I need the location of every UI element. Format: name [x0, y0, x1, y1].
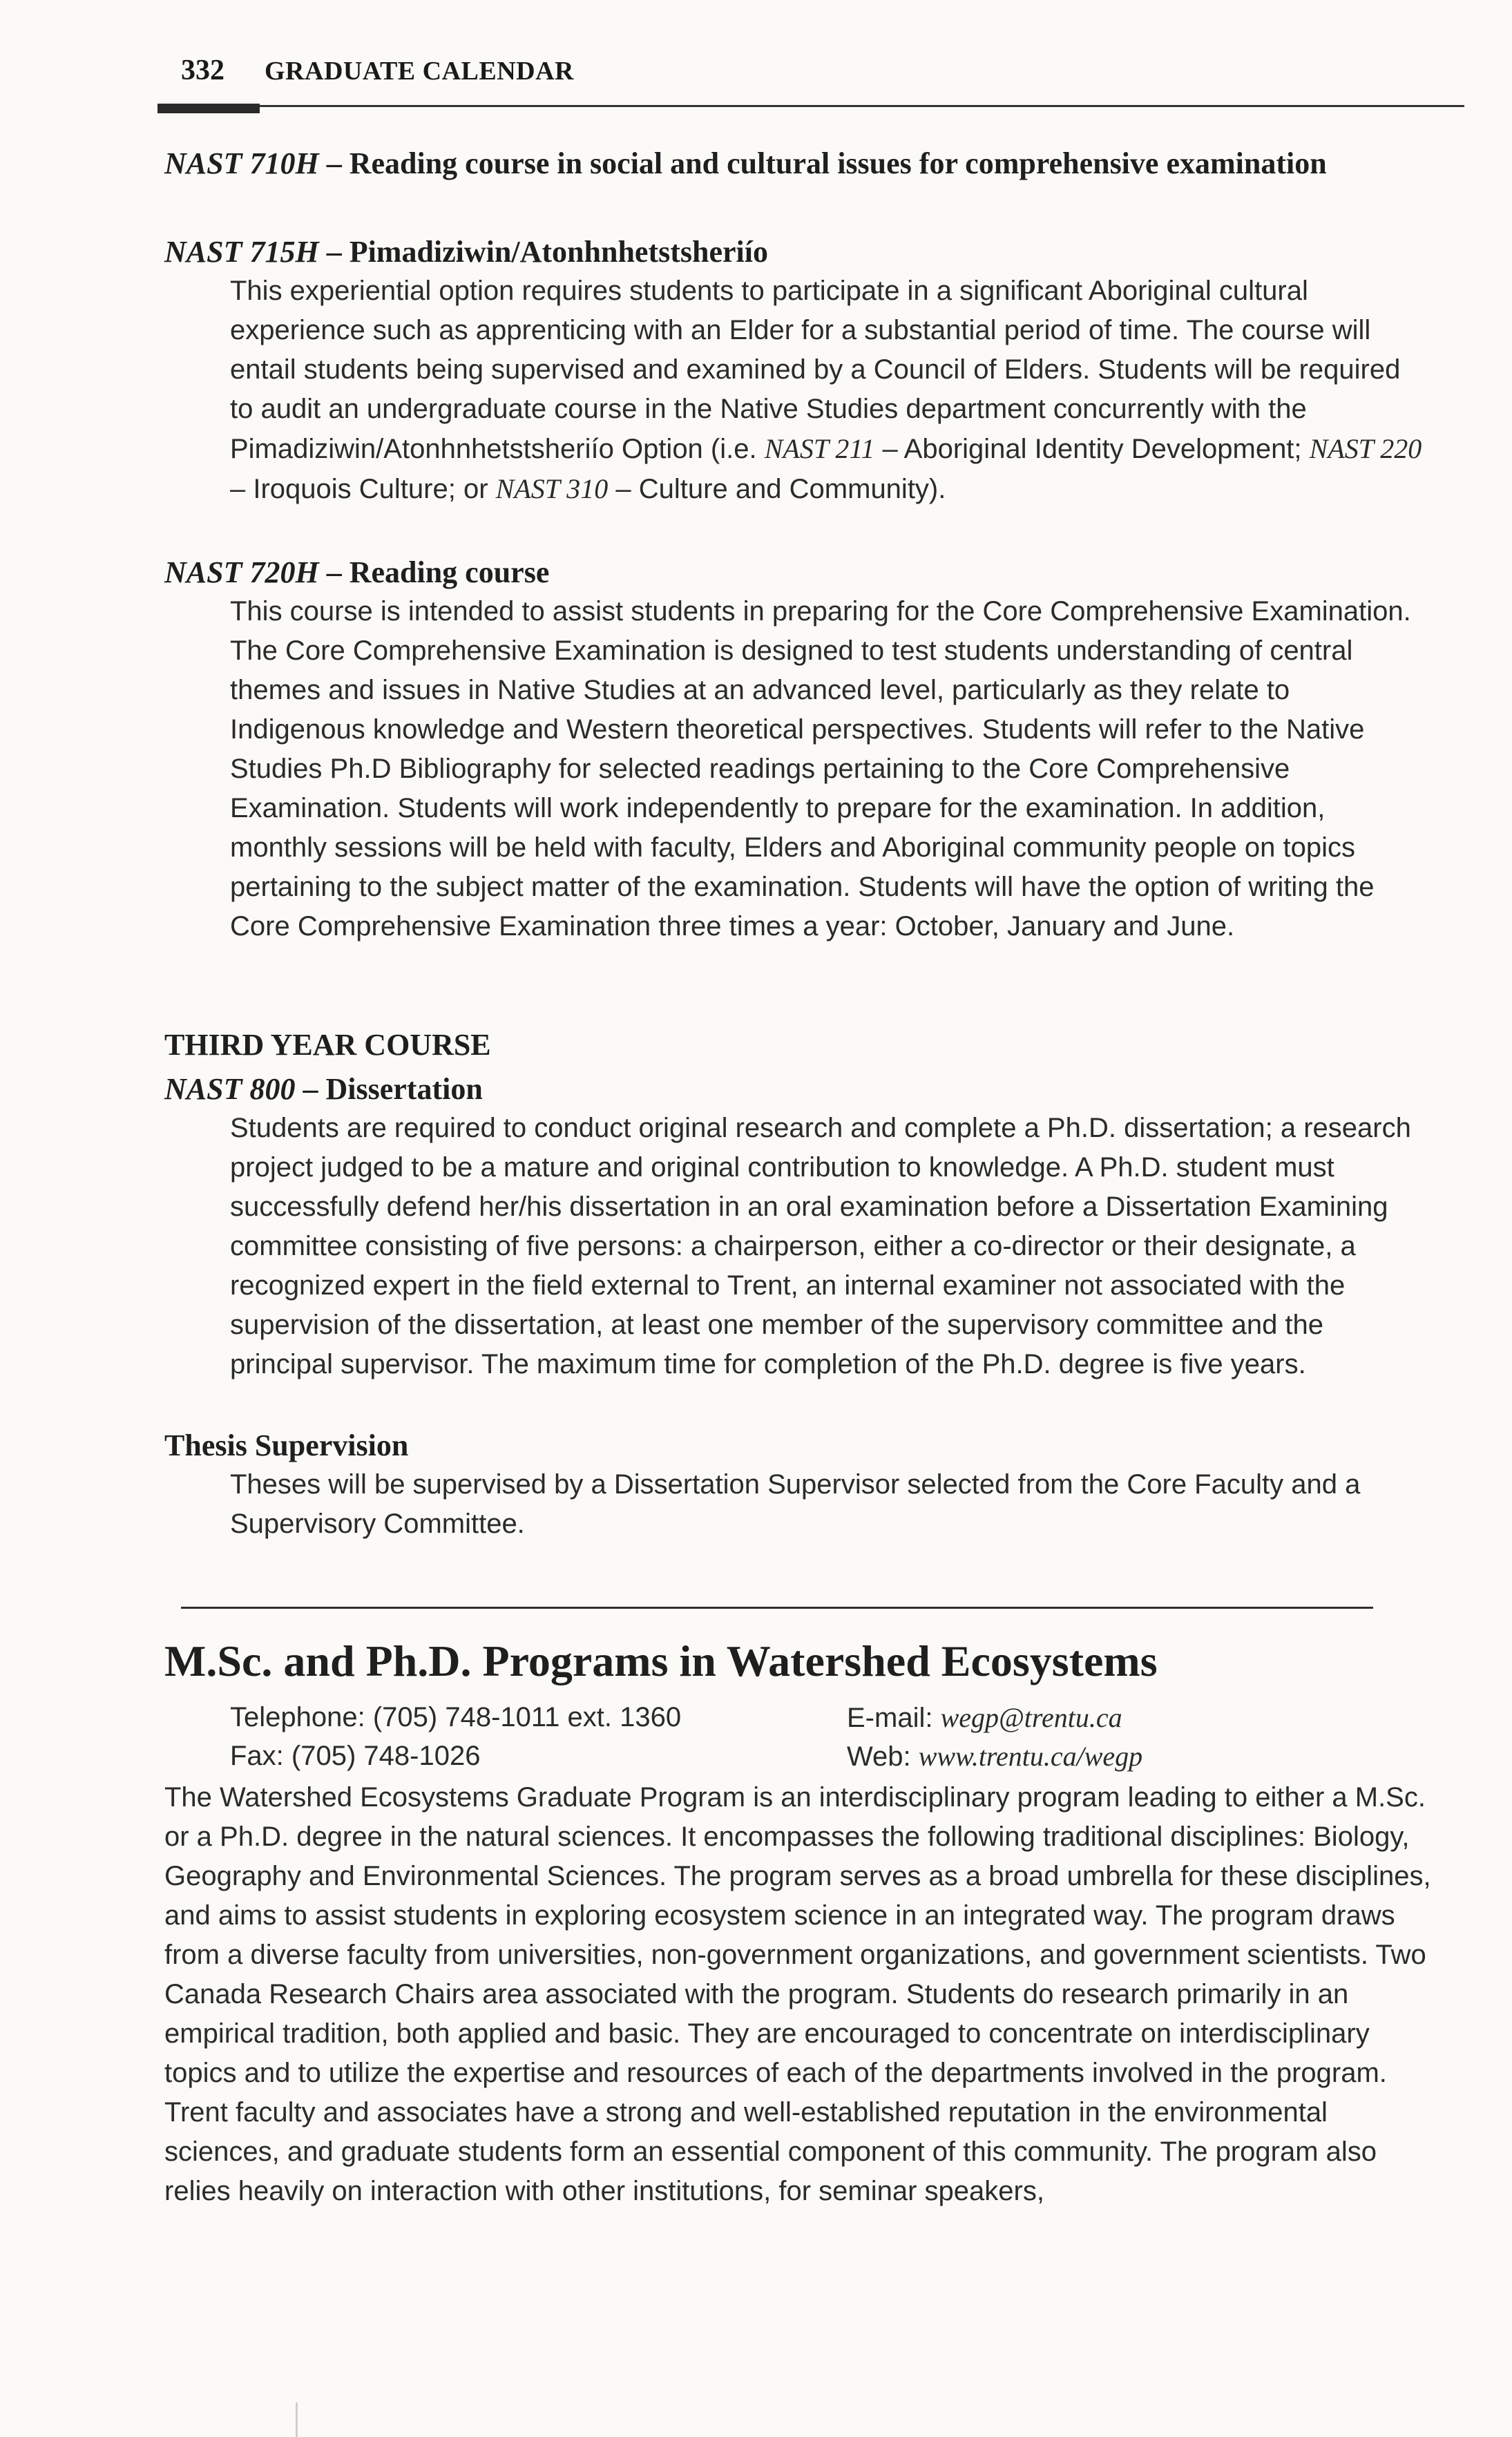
- course-ref: NAST 211: [764, 433, 875, 464]
- program-description: The Watershed Ecosystems Graduate Program is an interdisciplinary program leading to either a M.Sc. or a Ph.D. degree in the natural sciences. It encompasses the following traditional disciplines: Biology, Geography and Environmental Sciences. The program serves as a broad umbrella for these disciplines, and aims to assist students in exploring ecosystem science in an integrated way. The program draws from a diverse faculty from universities, non-government organizations, and government scientists. Two Canada Research Chairs area associated with the program. Students do research primarily in an empirical tradition, both applied and basic. They are encouraged to concentrate on interdisciplinary topics and to utilize the expertise and resources of each of the departments involved in the program. Trent faculty and associates have a strong and well-established reputation in the environmental sciences, and graduate students form an essential component of this community. The program also relies heavily on interaction with other institutions, for seminar speakers,: [164, 1782, 1431, 2206]
- course-name: Reading course: [349, 555, 550, 589]
- program-title: M.Sc. and Ph.D. Programs in Watershed Ecosystems: [164, 1636, 1158, 1685]
- thesis-supervision: [164, 1426, 1428, 1544]
- telephone-line: Telephone: (705) 748-1011 ext. 1360: [230, 1702, 682, 1732]
- page-header: [181, 54, 574, 93]
- course-code: NAST 715H: [164, 235, 319, 269]
- course-nast-710h: [164, 144, 1428, 183]
- web-link[interactable]: www.trentu.ca/wegp: [918, 1741, 1143, 1772]
- thesis-description: Theses will be supervised by a Dissertation Supervisor selected from the Core Faculty and a Supervisory Committee.: [230, 1469, 1361, 1539]
- page-number: 332: [181, 55, 224, 86]
- course-title: NAST 720H – Reading course: [164, 555, 550, 589]
- course-code: NAST 720H: [164, 555, 319, 589]
- course-nast-800: [164, 1069, 1428, 1384]
- email-line: E-mail: wegp@trentu.ca: [847, 1702, 1122, 1733]
- course-name: Pimadiziwin/Atonhnhetstsheriío: [349, 235, 768, 269]
- course-ref: NAST 310: [495, 473, 609, 504]
- course-description: This course is intended to assist students in preparing for the Core Comprehensive Examination. The Core Comprehensive Examination is designed to test students understanding of central themes and issues in Native Studies at an advanced level, particularly as they relate to Indigenous knowledge and Western theoretical perspectives. Students will refer to the Native Studies Ph.D Bibliography for selected readings pertaining to the Core Comprehensive Examination. Students will work independently to prepare for the examination. In addition, monthly sessions will be held with faculty, Elders and Aboriginal community people on topics pertaining to the subject matter of the examination. Students will have the option of writing the Core Comprehensive Examination three times a year: October, January and June.: [230, 596, 1411, 942]
- section-heading-third-year: THIRD YEAR COURSE: [164, 1028, 491, 1062]
- running-title: GRADUATE CALENDAR: [265, 57, 574, 86]
- course-description: Students are required to conduct original research and complete a Ph.D. dissertation; a research project judged to be a mature and original contribution to knowledge. A Ph.D. student must successfully defend her/his dissertation in an oral examination before a Dissertation Examining committee consisting of five persons: a chairperson, either a co-director or their designate, a recognized expert in the field external to Trent, an internal examiner not associated with the supervision of the dissertation, at least one member of the supervisory committee and the principal supervisor. The maximum time for completion of the Ph.D. degree is five years.: [230, 1113, 1411, 1379]
- course-code: NAST 800: [164, 1072, 296, 1106]
- course-name: Reading course in social and cultural issues for comprehensive examination: [349, 146, 1327, 180]
- section-divider: [181, 1607, 1373, 1609]
- course-title: NAST 800 – Dissertation: [164, 1072, 483, 1106]
- header-rule-accent: [157, 104, 260, 113]
- course-title: NAST 710H – Reading course in social and cultural issues for comprehensive examination: [164, 146, 1327, 180]
- course-name: Dissertation: [325, 1072, 483, 1106]
- telephone-number: (705) 748-1011 ext. 1360: [372, 1702, 682, 1732]
- course-ref: NAST 220: [1309, 433, 1422, 464]
- course-nast-720h: [164, 553, 1428, 946]
- scan-mark: [296, 2402, 298, 2437]
- thesis-heading: Thesis Supervision: [164, 1428, 409, 1462]
- fax-line: Fax: (705) 748-1026: [230, 1741, 481, 1771]
- email-address[interactable]: wegp@trentu.ca: [940, 1702, 1122, 1733]
- header-rule: [157, 105, 1464, 107]
- course-code: NAST 710H: [164, 146, 319, 180]
- course-nast-715h: [164, 232, 1428, 509]
- fax-number: (705) 748-1026: [291, 1741, 481, 1771]
- course-description: This experiential option requires students to participate in a significant Aboriginal cultural experience such as apprenticing with an Elder for a substantial period of time. The course will entail students being supervised and examined by a Council of Elders. Students will be required to audit an undergraduate course in the Native Studies department concurrently with the Pimadiziwin/Atonhnhetstsheriío Option (i.e. NAST 211 – Aboriginal Identity Development; NAST 220 – Iroquois Culture; or NAST 310 – Culture and Community).: [230, 276, 1422, 504]
- web-line: Web: www.trentu.ca/wegp: [847, 1741, 1143, 1772]
- course-title: NAST 715H – Pimadiziwin/Atonhnhetstsheriío: [164, 235, 768, 269]
